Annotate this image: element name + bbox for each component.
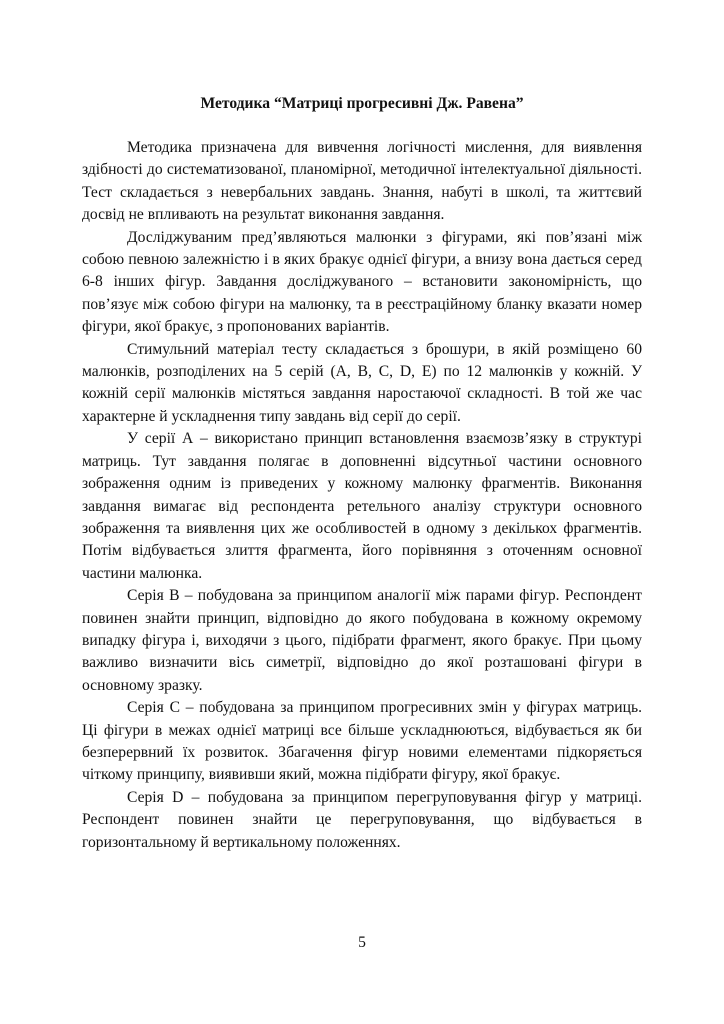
paragraph-procedure: Досліджуваним пред’являються малюнки з фігурами, які пов’язані між собою певною залежністю і в яких бракує однієї фігури, а внизу вона дається серед 6-8 інших фігур. Завдання досліджуваного – встановити закономірність, що пов’язує між собою фігури на малюнку, та в реєстраційному бланку вказати номер фігури, якої бракує, з пропонованих варіантів. <box>82 228 642 336</box>
paragraph-series-c: Серія С – побудована за принципом прогресивних змін у фігурах матриць. Ці фігури в межах однієї матриці все більше ускладнюються, відбувається як би безперервний їх розвиток. Збагачення фігур новими елементами підкоряється чіткому принципу, виявивши який, можна підібрати фігуру, якої бракує. <box>82 699 642 784</box>
page-number: 5 <box>358 934 366 951</box>
paragraph-intro: Методика призначена для вивчення логічності мислення, для виявлення здібності до систематизованої, планомірної, методичної інтелектуальної діяльності. Тест складається з невербальних завдань. Знання, набуті в школі, та життєвий досвід не впливають на результат виконання завдання. <box>82 139 642 224</box>
paragraph-series-b: Серія В – побудована за принципом аналогії між парами фігур. Респондент повинен знайти принцип, відповідно до якого побудована в кожному окремому випадку фігура і, виходячи з цього, підібрати фрагмент, якого бракує. При цьому важливо визначити вісь симетрії, відповідно до якої розташовані фігури в основному зразку. <box>82 587 642 694</box>
document-body <box>82 137 642 854</box>
document-title: Методика “Матриці прогресивні Дж. Равена” <box>200 95 524 112</box>
paragraph-series-a: У серії А – використано принцип встановлення взаємозв’язку в структурі матриць. Тут завдання полягає в доповненні відсутньої частини основного зображення одним із приведених у кожному малюнку фрагментів. Виконання завдання вимагає від респондента ретельного аналізу структури основного зображення та виявлення цих же особливостей в одному з декількох фрагментів. Потім відбувається злиття фрагмента, його порівняння з оточенням основної частини малюнка. <box>82 430 642 582</box>
paragraph-stimulus-material: Стимульний матеріал тесту складається з брошури, в якій розміщено 60 малюнків, розподілених на 5 серій (А, В, С, D, Е) по 12 малюнків у кожній. У кожній серії малюнків містяться завдання наростаючої складності. В той же час характерне й ускладнення типу завдань від серії до серії. <box>82 340 642 425</box>
paragraph-series-d: Серія D – побудована за принципом перегруповування фігур у матриці. Респондент повинен знайти це перегруповування, що відбувається в горизонтальному й вертикальному положеннях. <box>82 788 642 851</box>
